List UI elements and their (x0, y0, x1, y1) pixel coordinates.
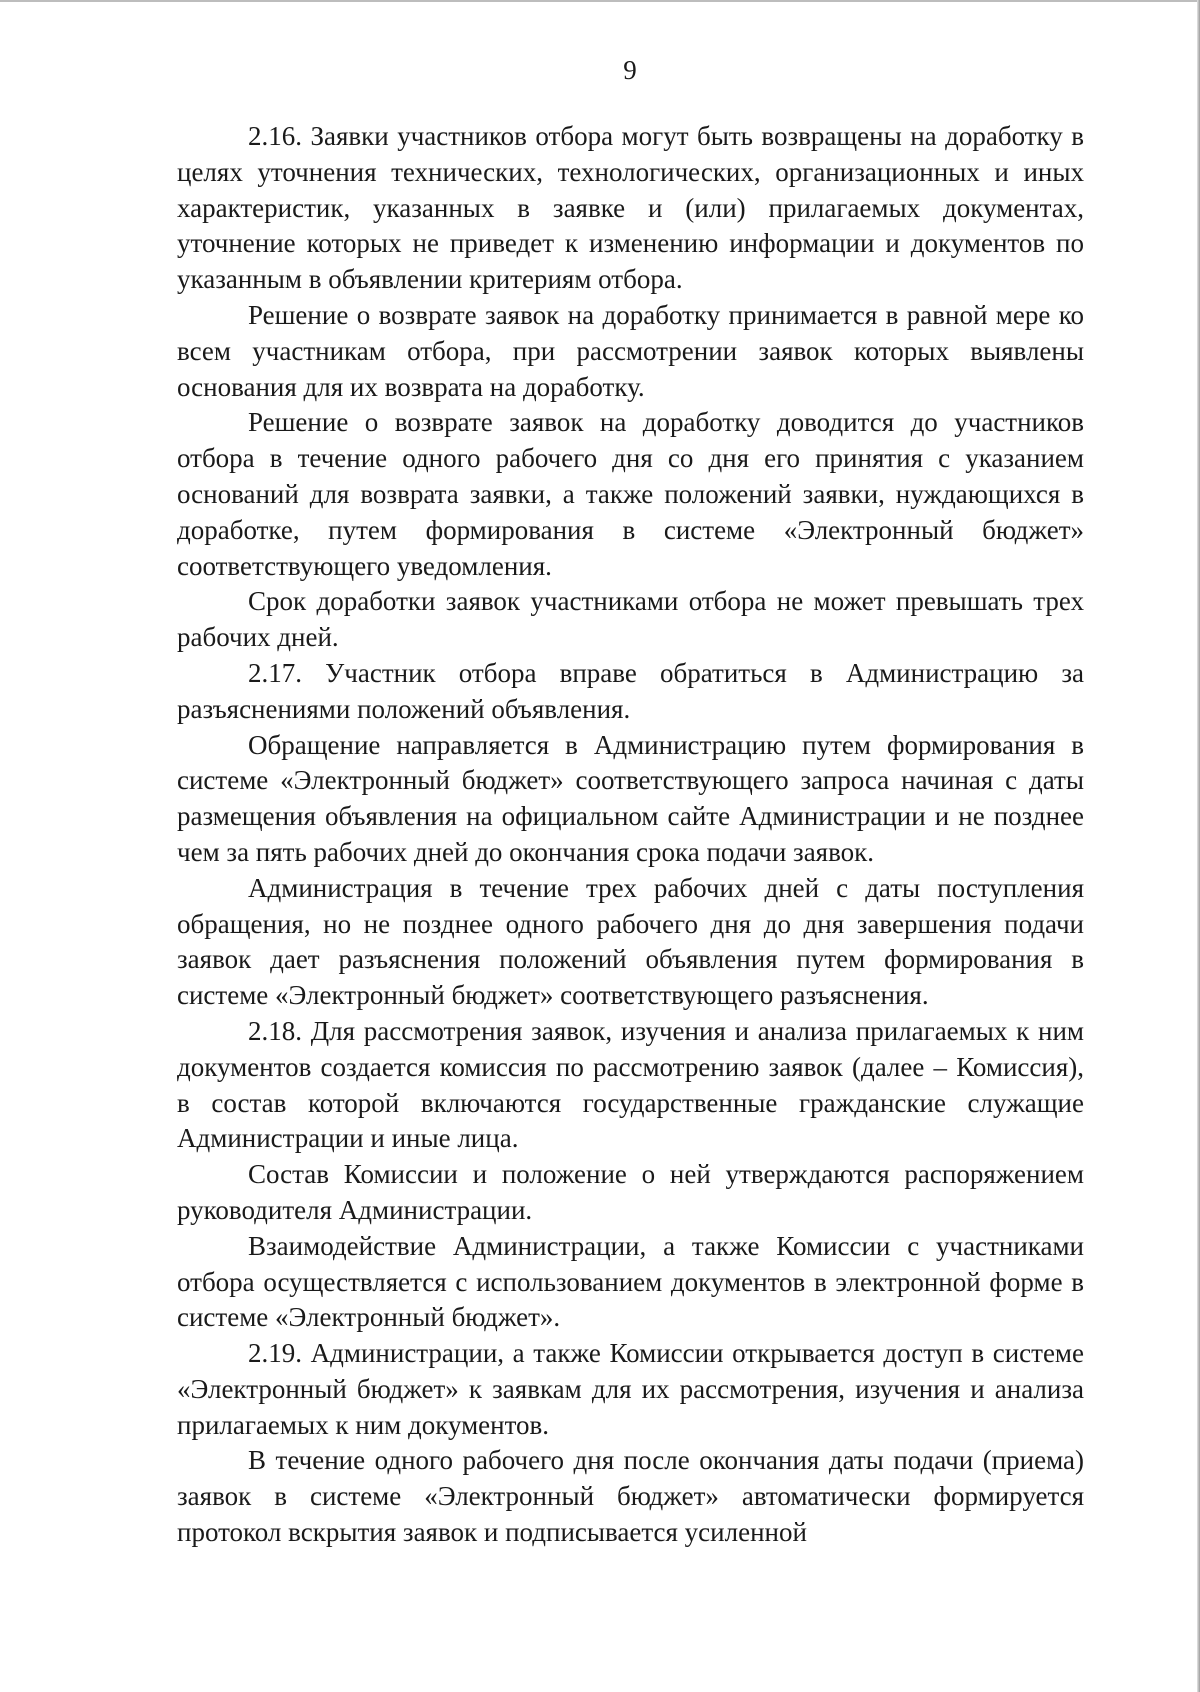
paragraph-commission-composition: Состав Комиссии и положение о ней утверждаются распоряжением руководителя Администрации. (177, 1159, 1084, 1225)
paragraph-2-18: 2.18. Для рассмотрения заявок, изучения и анализа прилагаемых к ним документов создается комиссия по рассмотрению заявок (далее – Комиссия), в состав которой включаются государственные гражданские служащие Администрации и иные лица. (177, 1015, 1084, 1154)
page-number: 9 (623, 55, 637, 85)
paragraph-clarification-response: Администрация в течение трех рабочих дней с даты поступления обращения, но не позднее одного рабочего дня до дня завершения подачи заявок дает разъяснения положений объявления путем формирования в системе «Электронный бюджет» соответствующего разъяснения. (177, 872, 1084, 1011)
document-body (177, 119, 1084, 1551)
paragraph-return-notification: Решение о возврате заявок на доработку доводится до участников отбора в течение одного рабочего дня со дня его принятия с указанием оснований для возврата заявки, а также положений заявки, нуждающихся в доработке, путем формирования в системе «Электронный бюджет» соответствующего уведомления. (177, 407, 1084, 581)
paragraph-opening-protocol: В течение одного рабочего дня после окончания даты подачи (приема) заявок в системе «Электронный бюджет» автоматически формируется протокол вскрытия заявок и подписывается усиленной (177, 1445, 1084, 1548)
paragraph-revision-term: Срок доработки заявок участниками отбора не может превышать трех рабочих дней. (177, 586, 1084, 653)
paragraph-2-19: 2.19. Администрации, а также Комиссии открывается доступ в системе «Электронный бюджет» к заявкам для их рассмотрения, изучения и анализа прилагаемых к ним документов. (177, 1338, 1084, 1440)
paragraph-2-17: 2.17. Участник отбора вправе обратиться в Администрацию за разъяснениями положений объявления. (177, 657, 1084, 724)
paragraph-return-decision: Решение о возврате заявок на доработку принимается в равной мере ко всем участникам отбора, при рассмотрении заявок которых выявлены основания для их возврата на доработку. (177, 299, 1084, 402)
paragraph-request-submission: Обращение направляется в Администрацию путем формирования в системе «Электронный бюджет» соответствующего запроса начиная с даты размещения объявления на официальном сайте Администрации и не позднее чем за пять рабочих дней до окончания срока подачи заявок. (177, 729, 1084, 867)
scan-top-edge (0, 0, 1200, 2)
paragraph-interaction: Взаимодействие Администрации, а также Комиссии с участниками отбора осуществляется с использованием документов в электронной форме в системе «Электронный бюджет». (177, 1230, 1084, 1333)
paragraph-2-16: 2.16. Заявки участников отбора могут быть возвращены на доработку в целях уточнения технических, технологических, организационных и иных характеристик, указанных в заявке и (или) прилагаемых документах, уточнение которых не приведет к изменению информации и документов по указанным в объявлении критериям отбора. (177, 121, 1084, 295)
